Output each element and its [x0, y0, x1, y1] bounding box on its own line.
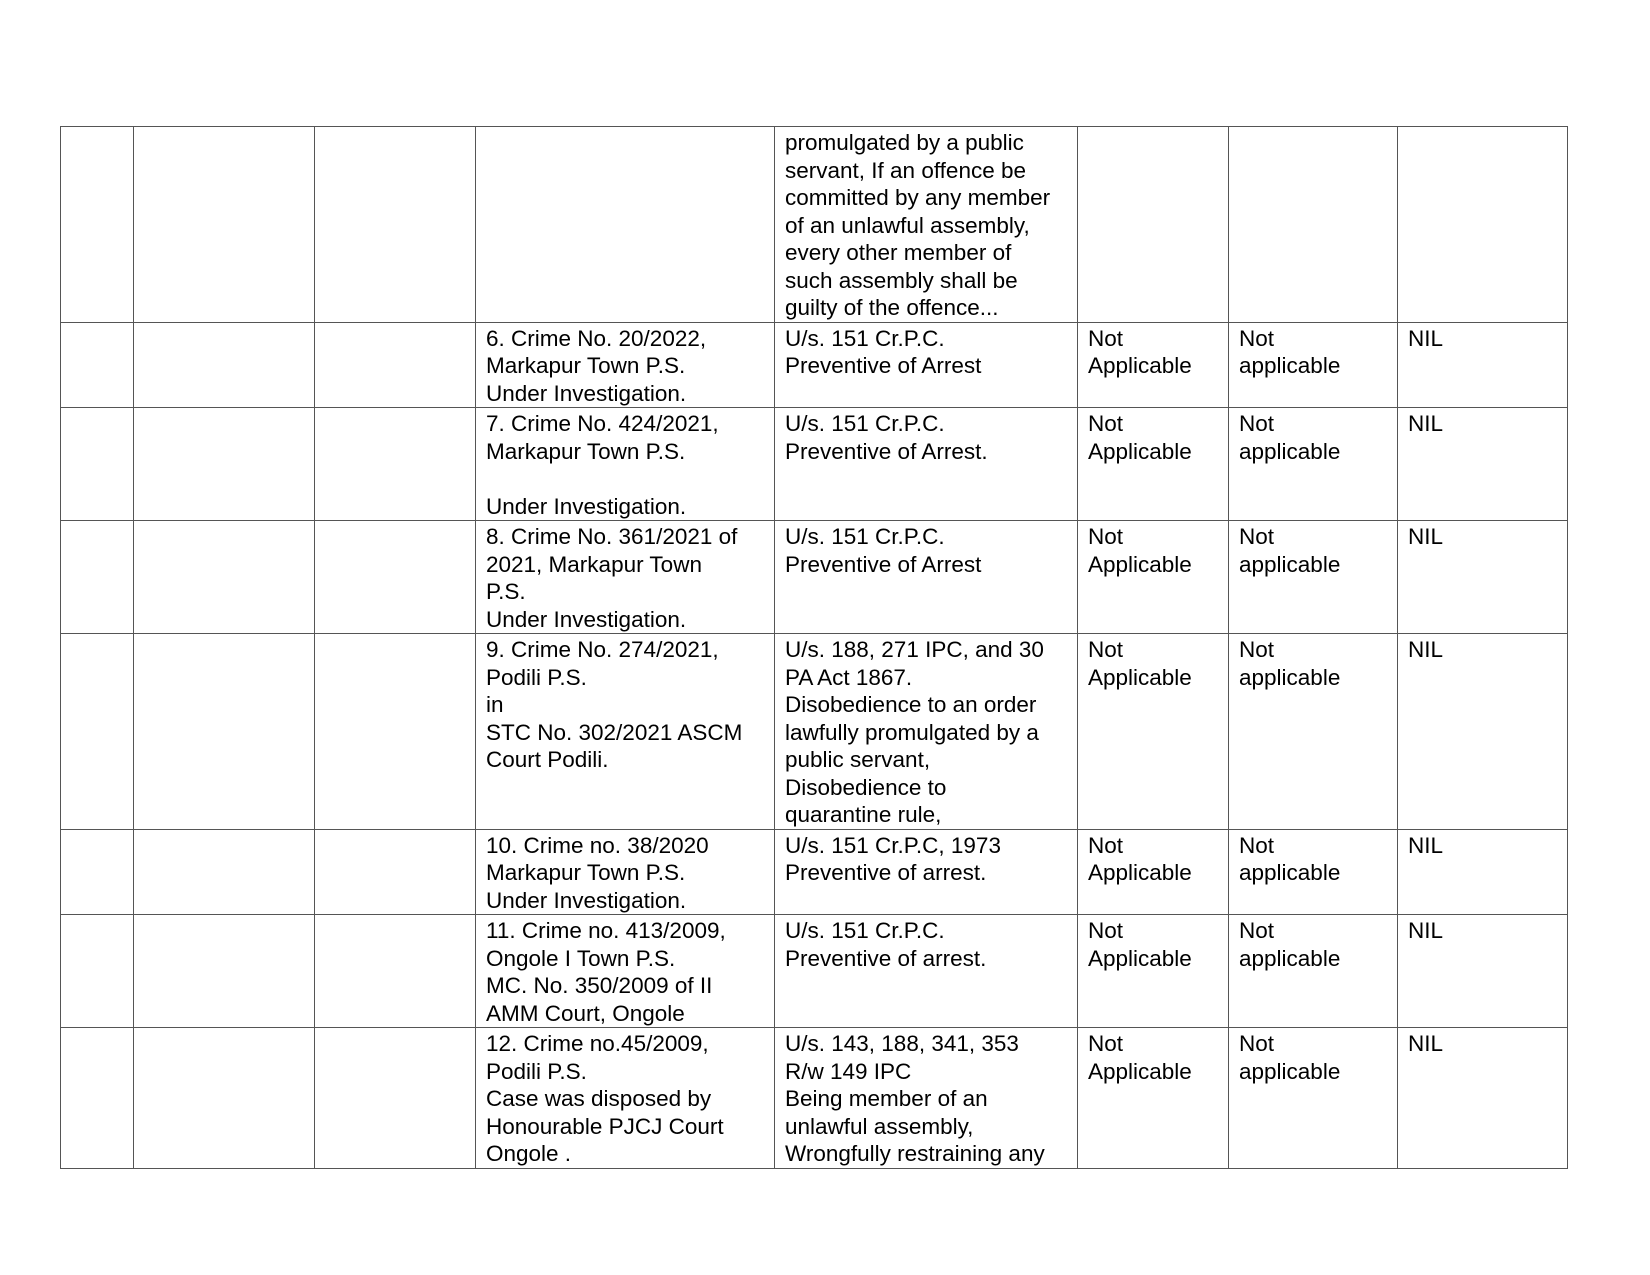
- text-line: Not: [1088, 411, 1124, 436]
- case-details-cell: [476, 408, 775, 521]
- table-row: [61, 127, 1568, 323]
- text-line: Under Investigation.: [486, 606, 687, 632]
- text-line: Not: [1239, 1031, 1275, 1056]
- case-details-cell: [476, 634, 775, 830]
- text-line: 6. Crime No. 20/2022,: [486, 325, 707, 351]
- text-line: U/s. 151 Cr.P.C.: [785, 524, 945, 549]
- remarks-cell: [1398, 408, 1568, 521]
- text-line: applicable: [1239, 353, 1341, 378]
- text-line: Not: [1088, 918, 1124, 943]
- applicability-cell: [1078, 915, 1229, 1028]
- applicability-cell: [1078, 521, 1229, 634]
- text-line: Applicable: [1088, 551, 1192, 577]
- applicability-cell: [1078, 634, 1229, 830]
- remarks-cell: [1398, 322, 1568, 408]
- text-line: U/s. 151 Cr.P.C.: [785, 918, 945, 943]
- text-line: Applicable: [1088, 945, 1192, 971]
- serial-cell: [61, 634, 134, 830]
- case-details-cell: [476, 521, 775, 634]
- applicability-cell-2: [1229, 915, 1398, 1028]
- text-line: 9. Crime No. 274/2021,: [486, 637, 719, 662]
- serial-cell: [61, 322, 134, 408]
- text-line: Markapur Town P.S.: [486, 353, 686, 378]
- text-line: 2021, Markapur Town: [486, 551, 702, 577]
- table-row: [61, 408, 1568, 521]
- applicability-cell-2: [1229, 521, 1398, 634]
- section-cell: [775, 521, 1078, 634]
- text-line: 10. Crime no. 38/2020: [486, 832, 709, 858]
- section-cell: [775, 1028, 1078, 1169]
- text-line: NIL: [1408, 832, 1444, 858]
- details-cell: [315, 521, 476, 634]
- serial-cell: [61, 127, 134, 323]
- text-line: Not: [1088, 832, 1124, 858]
- text-line: Applicable: [1088, 1058, 1192, 1084]
- text-line: Applicable: [1088, 353, 1192, 378]
- text-line: Preventive of Arrest.: [785, 438, 988, 464]
- case-details-cell: [476, 915, 775, 1028]
- applicability-cell: [1078, 322, 1229, 408]
- text-line: 12. Crime no.45/2009,: [486, 1031, 709, 1056]
- section-cell: [775, 829, 1078, 915]
- text-line: Under Investigation.: [486, 380, 687, 406]
- text-line: guilty of the offence...: [785, 295, 999, 320]
- name-cell: [134, 408, 315, 521]
- text-line: applicable: [1239, 664, 1341, 690]
- text-line: 11. Crime no. 413/2009,: [486, 918, 726, 943]
- applicability-cell: [1078, 127, 1229, 323]
- text-line: Honourable PJCJ Court: [486, 1113, 724, 1139]
- case-details-cell: [476, 1028, 775, 1169]
- text-line: Applicable: [1088, 860, 1192, 885]
- text-line: Court Podili.: [486, 747, 609, 772]
- text-line: U/s. 188, 271 IPC, and 30: [785, 637, 1044, 662]
- text-line: MC. No. 350/2009 of II: [486, 973, 713, 998]
- text-line: Under Investigation.: [486, 493, 687, 519]
- text-line: Preventive of arrest.: [785, 860, 987, 885]
- remarks-cell: [1398, 521, 1568, 634]
- text-line: Case was disposed by: [486, 1086, 712, 1111]
- remarks-cell: [1398, 1028, 1568, 1169]
- text-line: applicable: [1239, 860, 1341, 885]
- applicability-cell: [1078, 408, 1229, 521]
- text-line: Disobedience to: [785, 774, 947, 800]
- text-line: NIL: [1408, 411, 1444, 436]
- blank-line: [486, 465, 764, 493]
- text-line: Not: [1239, 832, 1275, 858]
- text-line: U/s. 151 Cr.P.C.: [785, 411, 945, 436]
- text-line: Applicable: [1088, 438, 1192, 464]
- serial-cell: [61, 521, 134, 634]
- text-line: Being member of an: [785, 1086, 988, 1111]
- text-line: STC No. 302/2021 ASCM: [486, 719, 743, 745]
- text-line: unlawful assembly,: [785, 1113, 974, 1139]
- text-line: U/s. 151 Cr.P.C, 1973: [785, 832, 1001, 858]
- text-line: AMM Court, Ongole: [486, 1000, 685, 1026]
- text-line: every other member of: [785, 240, 1012, 265]
- serial-cell: [61, 915, 134, 1028]
- details-cell: [315, 322, 476, 408]
- text-line: public servant,: [785, 747, 931, 772]
- table-row: [61, 1028, 1568, 1169]
- name-cell: [134, 829, 315, 915]
- text-line: servant, If an offence be: [785, 157, 1026, 183]
- text-line: Not: [1239, 637, 1275, 662]
- applicability-cell: [1078, 1028, 1229, 1169]
- details-cell: [315, 127, 476, 323]
- text-line: Podili P.S.: [486, 1058, 587, 1084]
- text-line: Not: [1088, 325, 1124, 351]
- text-line: committed by any member: [785, 185, 1051, 210]
- applicability-cell-2: [1229, 634, 1398, 830]
- table-row: [61, 634, 1568, 830]
- case-details-cell: [476, 829, 775, 915]
- text-line: Preventive of Arrest: [785, 551, 982, 577]
- section-cell: [775, 408, 1078, 521]
- details-cell: [315, 829, 476, 915]
- remarks-cell: [1398, 829, 1568, 915]
- details-cell: [315, 1028, 476, 1169]
- text-line: applicable: [1239, 438, 1341, 464]
- applicability-cell: [1078, 829, 1229, 915]
- section-cell: [775, 634, 1078, 830]
- text-line: promulgated by a public: [785, 130, 1024, 155]
- applicability-cell-2: [1229, 127, 1398, 323]
- text-line: Disobedience to an order: [785, 692, 1037, 717]
- applicability-cell-2: [1229, 408, 1398, 521]
- section-cell: [775, 915, 1078, 1028]
- text-line: R/w 149 IPC: [785, 1058, 912, 1084]
- text-line: Markapur Town P.S.: [486, 860, 686, 885]
- text-line: applicable: [1239, 551, 1341, 577]
- text-line: 7. Crime No. 424/2021,: [486, 411, 719, 436]
- remarks-cell: [1398, 634, 1568, 830]
- text-line: Ongole .: [486, 1141, 572, 1166]
- name-cell: [134, 634, 315, 830]
- text-line: Not: [1088, 637, 1124, 662]
- text-line: Not: [1239, 918, 1275, 943]
- serial-cell: [61, 408, 134, 521]
- text-line: NIL: [1408, 325, 1444, 351]
- text-line: such assembly shall be: [785, 267, 1018, 293]
- text-line: U/s. 151 Cr.P.C.: [785, 325, 945, 351]
- text-line: in: [486, 692, 504, 717]
- text-line: Not: [1239, 524, 1275, 549]
- case-details-table: [60, 126, 1568, 1169]
- applicability-cell-2: [1229, 322, 1398, 408]
- text-line: P.S.: [486, 579, 526, 604]
- details-cell: [315, 634, 476, 830]
- text-line: U/s. 143, 188, 341, 353: [785, 1031, 1019, 1056]
- text-line: Wrongfully restraining any: [785, 1141, 1045, 1166]
- text-line: PA Act 1867.: [785, 664, 913, 690]
- text-line: 8. Crime No. 361/2021 of: [486, 524, 738, 549]
- text-line: applicable: [1239, 1058, 1341, 1084]
- table-row: [61, 322, 1568, 408]
- serial-cell: [61, 1028, 134, 1169]
- applicability-cell-2: [1229, 1028, 1398, 1169]
- text-line: NIL: [1408, 918, 1444, 943]
- section-cell: [775, 322, 1078, 408]
- text-line: NIL: [1408, 1031, 1444, 1056]
- applicability-cell-2: [1229, 829, 1398, 915]
- text-line: Applicable: [1088, 664, 1192, 690]
- name-cell: [134, 322, 315, 408]
- text-line: Preventive of Arrest: [785, 353, 982, 378]
- table-row: [61, 915, 1568, 1028]
- text-line: quarantine rule,: [785, 802, 942, 827]
- name-cell: [134, 521, 315, 634]
- serial-cell: [61, 829, 134, 915]
- table-row: [61, 521, 1568, 634]
- case-details-cell: [476, 127, 775, 323]
- case-details-cell: [476, 322, 775, 408]
- text-line: Markapur Town P.S.: [486, 438, 686, 464]
- text-line: Ongole I Town P.S.: [486, 945, 676, 971]
- remarks-cell: [1398, 127, 1568, 323]
- table-body: [61, 127, 1568, 1169]
- name-cell: [134, 915, 315, 1028]
- table-row: [61, 829, 1568, 915]
- text-line: Podili P.S.: [486, 664, 587, 690]
- details-cell: [315, 408, 476, 521]
- text-line: NIL: [1408, 524, 1444, 549]
- name-cell: [134, 1028, 315, 1169]
- remarks-cell: [1398, 915, 1568, 1028]
- text-line: Preventive of arrest.: [785, 945, 987, 971]
- text-line: NIL: [1408, 637, 1444, 662]
- text-line: lawfully promulgated by a: [785, 719, 1039, 745]
- text-line: Under Investigation.: [486, 887, 687, 913]
- text-line: Not: [1088, 1031, 1124, 1056]
- text-line: Not: [1239, 411, 1275, 436]
- details-cell: [315, 915, 476, 1028]
- text-line: Not: [1088, 524, 1124, 549]
- text-line: of an unlawful assembly,: [785, 212, 1030, 238]
- name-cell: [134, 127, 315, 323]
- text-line: Not: [1239, 325, 1275, 351]
- text-line: applicable: [1239, 945, 1341, 971]
- section-cell: [775, 127, 1078, 323]
